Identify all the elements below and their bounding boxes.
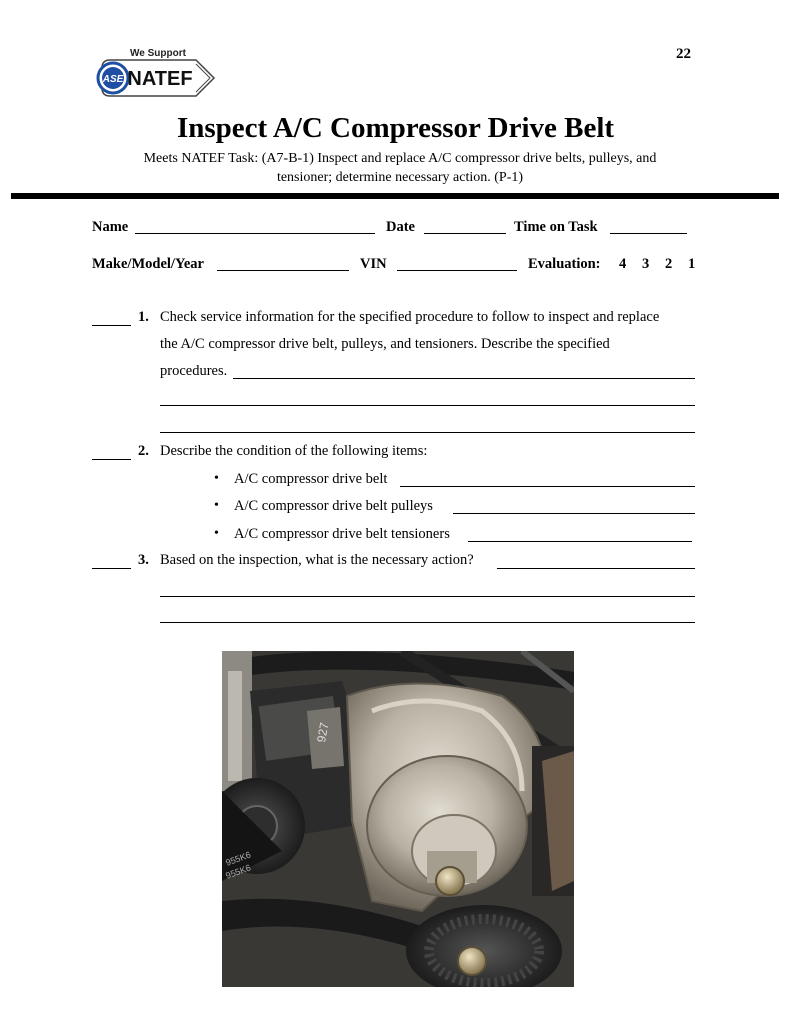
step-1-number: 1. bbox=[138, 309, 149, 325]
compressor-drive-belt-photo bbox=[222, 651, 574, 987]
step-1-line-3: procedures. bbox=[160, 363, 228, 379]
evaluation-score-1[interactable]: 1 bbox=[688, 256, 696, 272]
step-2-item-3-answer[interactable] bbox=[468, 541, 692, 542]
evaluation-score-2[interactable]: 2 bbox=[665, 256, 673, 272]
step-2-item-2-answer[interactable] bbox=[453, 513, 695, 514]
step-3-answer-line-3[interactable] bbox=[160, 622, 695, 623]
step-3-number: 3. bbox=[138, 552, 149, 568]
make-model-year-field[interactable] bbox=[217, 270, 349, 271]
photo-label-927: 927 bbox=[314, 721, 332, 744]
time-on-task-label: Time on Task bbox=[514, 219, 598, 235]
date-field[interactable] bbox=[424, 233, 506, 234]
page-number: 22 bbox=[676, 46, 691, 62]
step-2-item-1: A/C compressor drive belt bbox=[234, 471, 388, 487]
evaluation-score-3[interactable]: 3 bbox=[642, 256, 650, 272]
step-3-check-blank[interactable] bbox=[92, 568, 131, 569]
photo-belt-text-1: 955K6 bbox=[224, 849, 253, 868]
step-1-line-2: the A/C compressor drive belt, pulleys, and tensioners. Describe the specified bbox=[160, 336, 610, 352]
bullet-2: • bbox=[214, 498, 219, 513]
bullet-1: • bbox=[214, 471, 219, 486]
header-divider bbox=[11, 193, 779, 199]
step-3-answer-line-2[interactable] bbox=[160, 596, 695, 597]
logo-brand: NATEF bbox=[127, 68, 193, 90]
evaluation-score-4[interactable]: 4 bbox=[619, 256, 627, 272]
step-2-number: 2. bbox=[138, 443, 149, 459]
step-1-line-1: Check service information for the specified procedure to follow to inspect and replace bbox=[160, 309, 660, 325]
make-model-year-label: Make/Model/Year bbox=[92, 256, 204, 272]
date-label: Date bbox=[386, 219, 415, 235]
task-subtitle bbox=[90, 149, 710, 187]
step-3-line-1: Based on the inspection, what is the necessary action? bbox=[160, 552, 474, 568]
time-on-task-field[interactable] bbox=[610, 233, 687, 234]
logo-tagline: We Support bbox=[130, 48, 186, 59]
subtitle-line-1: Meets NATEF Task: (A7-B-1) Inspect and replace A/C compressor drive belts, pulleys, and bbox=[143, 151, 657, 166]
vin-label: VIN bbox=[360, 256, 387, 272]
step-2-item-1-answer[interactable] bbox=[400, 486, 695, 487]
page-title: Inspect A/C Compressor Drive Belt bbox=[176, 112, 615, 144]
bullet-3: • bbox=[214, 526, 219, 541]
evaluation-label: Evaluation: bbox=[528, 256, 601, 272]
step-2-item-3: A/C compressor drive belt tensioners bbox=[234, 526, 450, 542]
name-label: Name bbox=[92, 219, 129, 235]
natef-logo bbox=[92, 46, 220, 104]
vin-field[interactable] bbox=[397, 270, 517, 271]
step-2-line-1: Describe the condition of the following items: bbox=[160, 443, 428, 459]
step-1-answer-line-1[interactable] bbox=[233, 378, 695, 379]
photo-belt-text-2: 955K6 bbox=[224, 862, 253, 881]
subtitle-line-2: tensioner; determine necessary action. (P-1) bbox=[276, 170, 524, 185]
ase-badge-text: ASE bbox=[102, 74, 124, 85]
step-1-check-blank[interactable] bbox=[92, 325, 131, 326]
step-1-answer-line-2[interactable] bbox=[160, 405, 695, 406]
name-field[interactable] bbox=[135, 233, 375, 234]
step-1-answer-line-3[interactable] bbox=[160, 432, 695, 433]
step-2-item-2: A/C compressor drive belt pulleys bbox=[234, 498, 433, 514]
step-2-check-blank[interactable] bbox=[92, 459, 131, 460]
step-3-answer-line-1[interactable] bbox=[497, 568, 695, 569]
